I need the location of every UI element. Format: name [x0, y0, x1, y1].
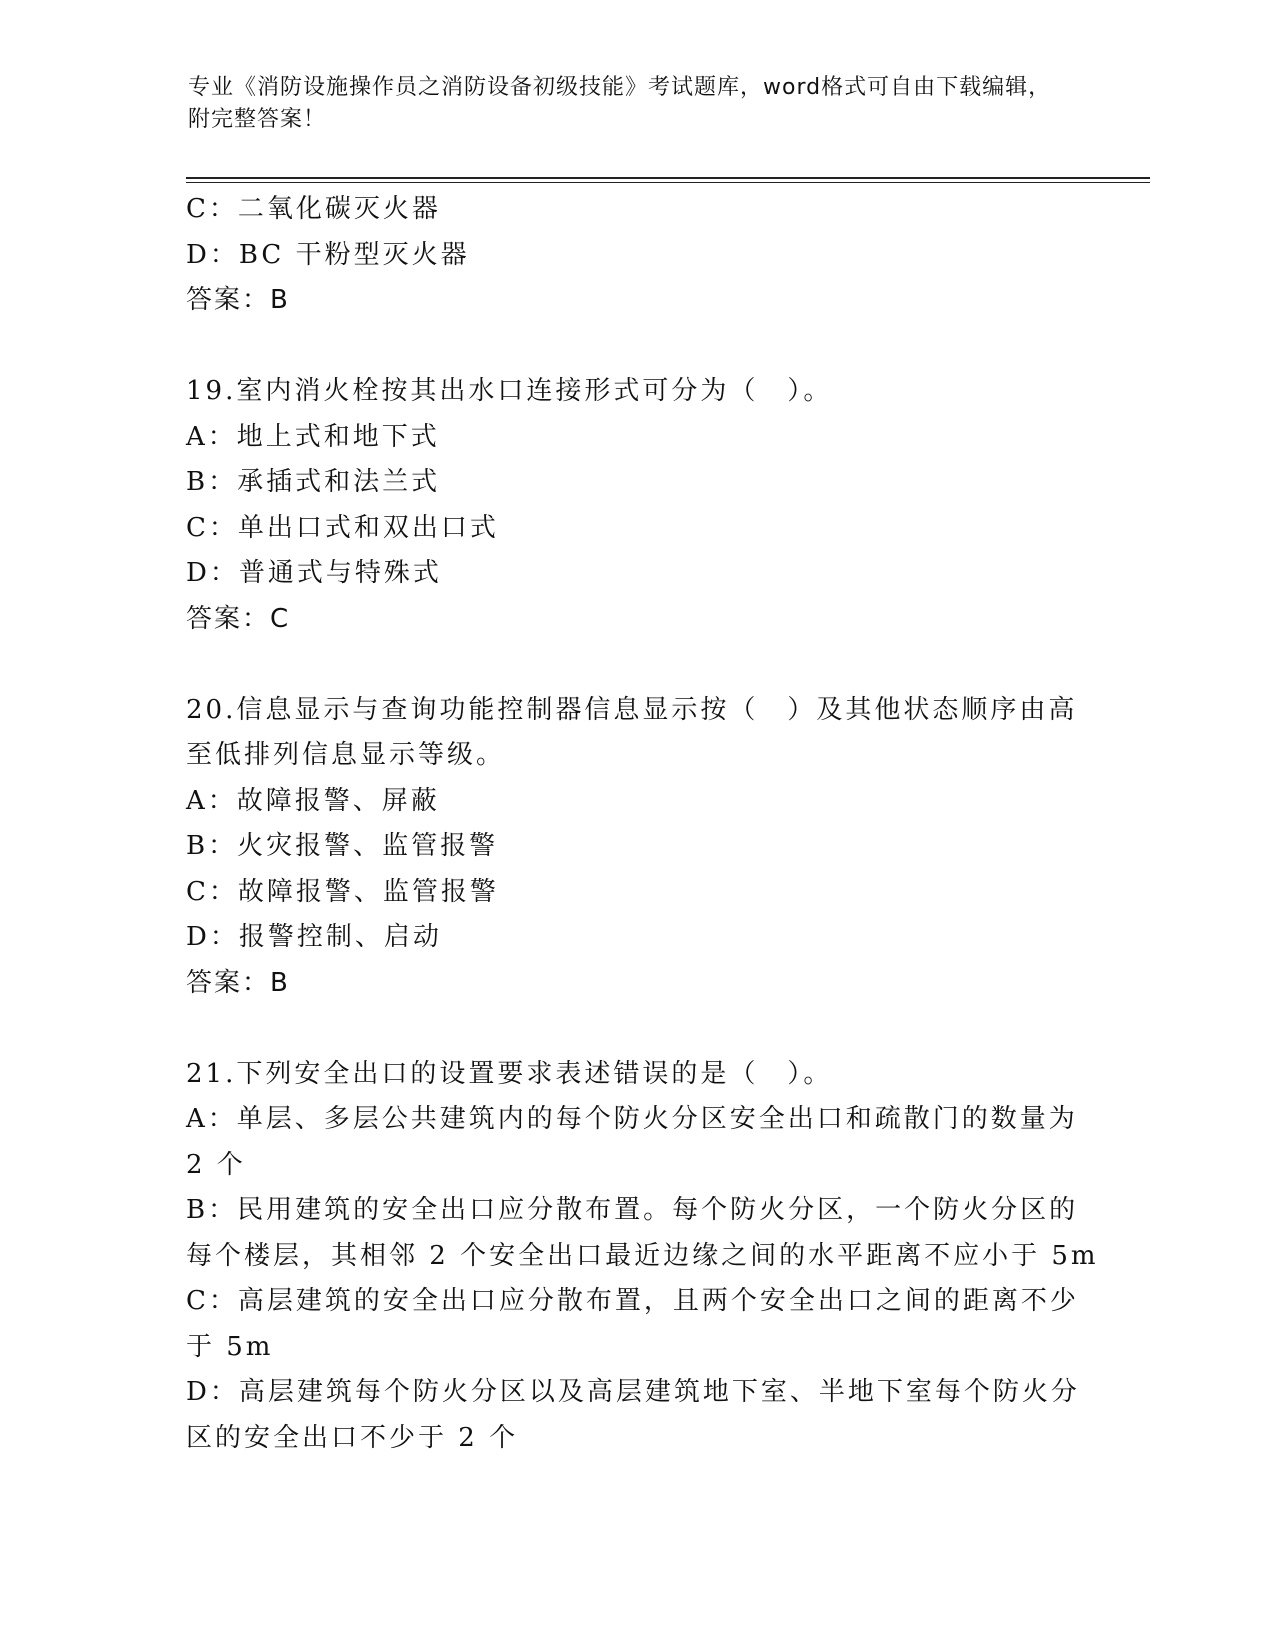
- q20-option-b: B：火灾报警、监管报警: [186, 831, 499, 861]
- q21-option-b-line1: B：民用建筑的安全出口应分散布置。每个防火分区，一个防火分区的: [186, 1195, 1079, 1225]
- question-content: [186, 187, 1099, 1461]
- q21-option-b-line2: 每个楼层，其相邻 2 个安全出口最近边缘之间的水平距离不应小于 5m: [186, 1240, 1099, 1271]
- q21-option-d-line1: D：高层建筑每个防火分区以及高层建筑地下室、半地下室每个防火分: [186, 1377, 1080, 1407]
- header-rule-thin: [186, 182, 1150, 183]
- q20-option-d: D：报警控制、启动: [186, 922, 442, 952]
- q20-stem-line1: 20.信息显示与查询功能控制器信息显示按（ ）及其他状态顺序由高: [186, 694, 1078, 725]
- q19-option-b: B：承插式和法兰式: [186, 467, 441, 497]
- q20-stem-line2: 至低排列信息显示等级。: [186, 740, 506, 770]
- q21-option-c-line1: C：高层建筑的安全出口应分散布置，且两个安全出口之间的距离不少: [186, 1286, 1079, 1316]
- q21-option-d-line2: 区的安全出口不少于 2 个: [186, 1422, 519, 1453]
- q19-option-d: D：普通式与特殊式: [186, 558, 442, 588]
- spacer: [186, 1006, 1066, 1052]
- prev-option-c: C：二氧化碳灭火器: [186, 194, 441, 224]
- q20-answer: 答案：B: [186, 967, 290, 998]
- q20-option-c: C：故障报警、监管报警: [186, 876, 499, 907]
- header-rule-thick: [186, 177, 1150, 179]
- q21-option-a-line1: A：单层、多层公共建筑内的每个防火分区安全出口和疏散门的数量为: [186, 1104, 1078, 1134]
- q19-option-a: A：地上式和地下式: [186, 421, 440, 452]
- q19-option-c: C：单出口式和双出口式: [186, 512, 499, 543]
- q20-option-a: A：故障报警、屏蔽: [186, 785, 440, 816]
- q21-stem: 21.下列安全出口的设置要求表述错误的是（ ）。: [186, 1058, 833, 1089]
- q21-option-c-line2: 于 5m: [186, 1331, 274, 1362]
- document-header: 专业《消防设施操作员之消防设备初级技能》考试题库，word格式可自由下载编辑，附完整答案！: [188, 75, 1052, 132]
- q19-stem: 19.室内消火栓按其出水口连接形式可分为（ ）。: [186, 376, 833, 406]
- prev-option-d: D：BC 干粉型灭火器: [186, 239, 470, 270]
- spacer: [186, 324, 1066, 370]
- prev-answer: 答案：B: [186, 285, 290, 315]
- spacer: [186, 642, 1066, 688]
- q21-option-a-line2: 2 个: [186, 1149, 246, 1180]
- q19-answer: 答案：C: [186, 603, 291, 634]
